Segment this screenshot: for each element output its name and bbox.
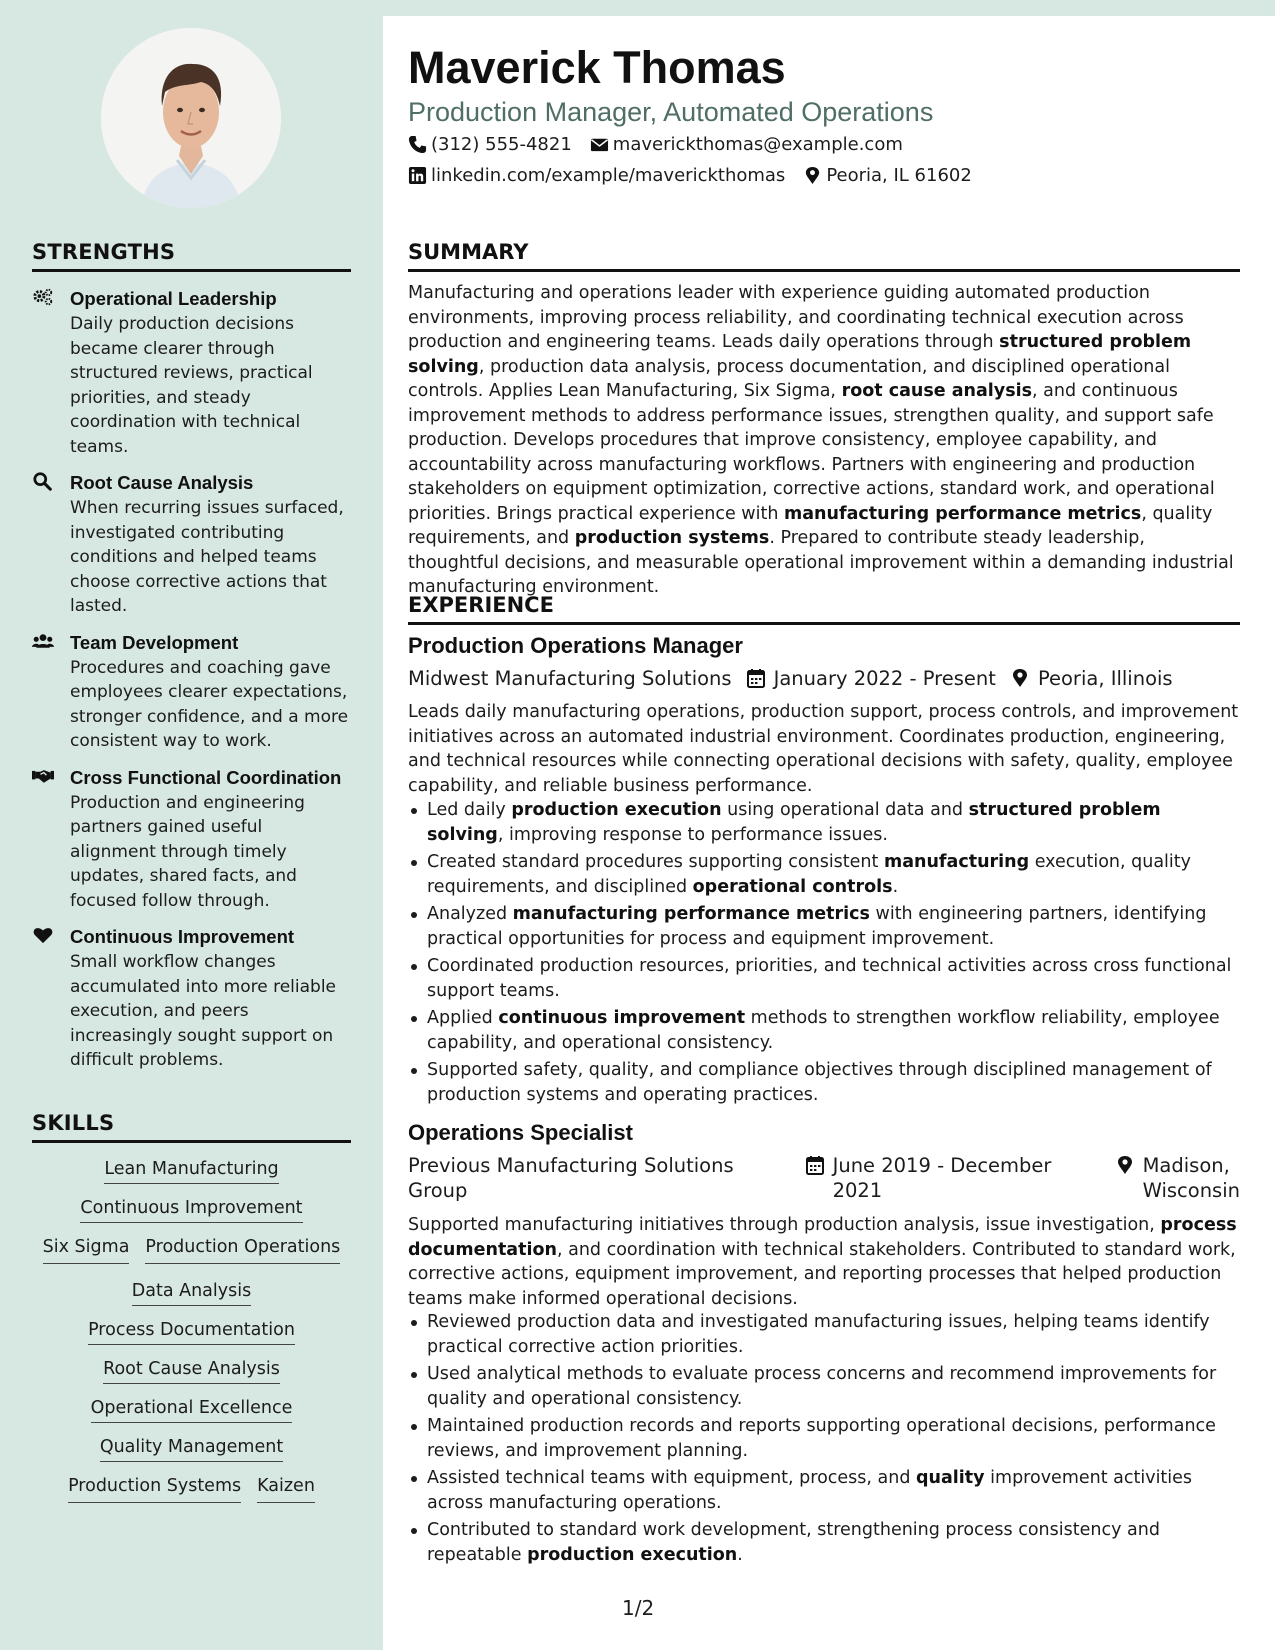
page-number: 1/2 <box>622 1596 655 1620</box>
job-title: Operations Specialist <box>408 1120 633 1145</box>
job-location: Peoria, Illinois <box>1037 667 1173 690</box>
list-item: Created standard procedures supporting consistent manufacturing execution, quality requirements, and disciplined operational controls. <box>408 850 1240 899</box>
strength-description: When recurring issues surfaced, investigated contributing conditions and helped teams choose corrective actions that lasted. <box>70 498 344 616</box>
map-pin-icon <box>1115 1155 1135 1175</box>
job-headline: Production Manager, Automated Operations <box>408 97 934 127</box>
strength-item <box>32 470 352 619</box>
skill-tag: Quality Management <box>100 1437 283 1462</box>
profile-photo <box>101 28 281 208</box>
phone-number: (312) 555-4821 <box>431 134 572 155</box>
strength-item <box>32 765 352 914</box>
job-meta <box>408 666 1240 691</box>
email-contact[interactable] <box>590 134 903 155</box>
company-name: Midwest Manufacturing Solutions <box>408 667 732 690</box>
skills-list <box>32 1157 351 1503</box>
skill-tag: Lean Manufacturing <box>104 1159 278 1184</box>
list-item: Maintained production records and reports supporting operational decisions, performance reviews, and improvement planning. <box>408 1414 1240 1463</box>
job-meta <box>408 1153 1240 1203</box>
strength-title: Operational Leadership <box>70 288 277 309</box>
handshake-icon <box>32 765 70 787</box>
strength-item <box>32 630 352 754</box>
envelope-icon <box>590 135 609 154</box>
skill-tag: Operational Excellence <box>91 1398 293 1423</box>
list-item: Assisted technical teams with equipment, process, and quality improvement activities across manufacturing operations. <box>408 1466 1240 1515</box>
map-pin-icon <box>1010 668 1030 688</box>
linkedin-contact[interactable] <box>408 165 785 186</box>
company-name: Previous Manufacturing Solutions Group <box>408 1154 734 1202</box>
candidate-name: Maverick Thomas <box>408 42 786 93</box>
calendar-icon <box>805 1155 825 1175</box>
linkedin-url: linkedin.com/example/maverickthomas <box>431 165 786 186</box>
skill-tag: Root Cause Analysis <box>103 1359 280 1384</box>
strength-title: Root Cause Analysis <box>70 472 254 493</box>
email-address: maverickthomas@example.com <box>612 134 903 155</box>
experience-heading: EXPERIENCE <box>408 593 1240 625</box>
list-item: Coordinated production resources, priorities, and technical activities across cross functional support teams. <box>408 954 1240 1003</box>
skill-tag: Kaizen <box>257 1474 315 1503</box>
gears-icon <box>32 286 70 308</box>
list-item: Analyzed manufacturing performance metrics with engineering partners, identifying practical opportunities for process and equipment improvement. <box>408 902 1240 951</box>
strength-description: Procedures and coaching gave employees clearer expectations, stronger confidence, and a more consistent way to work. <box>70 657 349 751</box>
job-dates: January 2022 - Present <box>773 667 996 690</box>
strength-title: Team Development <box>70 631 239 653</box>
map-pin-icon <box>803 166 822 185</box>
heart-icon <box>32 924 70 946</box>
list-item: Supported safety, quality, and compliance objectives through disciplined management of production systems and operating practices. <box>408 1058 1240 1107</box>
contact-row <box>408 165 990 186</box>
summary-heading: SUMMARY <box>408 240 1240 272</box>
strength-description: Production and engineering partners gained useful alignment through timely updates, shared facts, and focused follow through. <box>70 792 305 911</box>
strength-title: Cross Functional Coordination <box>70 766 342 788</box>
job-description: Leads daily manufacturing operations, production support, process controls, and improvement initiatives across an automated industrial environment. Coordinates production, engineering, and technical resources while connecting operational decisions with safety, quality, employee capability, and reliable business performance. <box>408 702 1239 796</box>
list-item: Contributed to standard work development, strengthening process consistency and repeatable production execution. <box>408 1518 1240 1567</box>
list-item: Used analytical methods to evaluate process concerns and recommend improvements for quality and operational consistency. <box>408 1362 1240 1411</box>
linkedin-icon <box>408 166 427 185</box>
skill-tag: Production Systems <box>68 1474 241 1503</box>
strength-item <box>32 286 352 459</box>
skill-tag: Six Sigma <box>43 1235 130 1264</box>
skills-heading: SKILLS <box>32 1111 351 1143</box>
skill-tag: Process Documentation <box>88 1320 295 1345</box>
contact-row <box>408 134 921 155</box>
job-dates: June 2019 - December 2021 <box>832 1154 1052 1202</box>
strength-description: Small workflow changes accumulated into more reliable execution, and peers increasingly sought support on difficult problems. <box>70 952 336 1070</box>
phone-icon <box>408 135 427 154</box>
location-text: Peoria, IL 61602 <box>826 165 972 186</box>
strength-title: Continuous Improvement <box>70 926 295 947</box>
job-bullets <box>408 1310 1240 1570</box>
search-icon <box>32 470 70 492</box>
strengths-heading: STRENGTHS <box>32 240 351 272</box>
strength-description: Daily production decisions became clearer through structured reviews, practical priorities, and steady coordination with technical teams. <box>70 314 313 457</box>
strength-item <box>32 924 352 1073</box>
calendar-icon <box>746 668 766 688</box>
list-item: Applied continuous improvement methods to strengthen workflow reliability, employee capability, and operational consistency. <box>408 1006 1240 1055</box>
skill-tag: Production Operations <box>145 1235 340 1264</box>
job-bullets <box>408 798 1240 1110</box>
strengths-list <box>32 286 352 1084</box>
phone-contact[interactable] <box>408 134 572 155</box>
skill-tag: Data Analysis <box>132 1281 251 1306</box>
list-item: Reviewed production data and investigated manufacturing issues, helping teams identify practical corrective action priorities. <box>408 1310 1240 1359</box>
header-band <box>383 0 1275 16</box>
job-location: Madison, Wisconsin <box>1142 1154 1240 1202</box>
job-title: Production Operations Manager <box>408 633 743 658</box>
users-icon <box>32 630 70 652</box>
job-description: Supported manufacturing initiatives through production analysis, issue investigation, process documentation, and coordination with technical stakeholders. Contributed to standard work, corrective actions, equipment improvement, and reporting processes that helped production teams make informed operational decisions. <box>408 1215 1237 1309</box>
summary-text: Manufacturing and operations leader with experience guiding automated production environments, improving process reliability, and coordinating technical execution across production and engineering teams. Leads daily operations through structured problem solving, production data analysis, process documentation, and disciplined operational controls. Applies Lean Manufacturing, Six Sigma, root cause analysis, and continuous improvement methods to address performance issues, strengthen quality, and support safe production. Develops procedures that improve consistency, employee capability, and accountability across manufacturing workflows. Partners with engineering and production stakeholders on equipment optimization, corrective actions, standard work, and operational priorities. Brings practical experience with manufacturing performance metrics, quality requirements, and production systems. Prepared to contribute steady leadership, thoughtful decisions, and measurable operational improvement within a demanding industrial manufacturing environment. <box>408 283 1234 597</box>
list-item: Led daily production execution using operational data and structured problem solving, improving response to performance issues. <box>408 798 1240 847</box>
skill-tag: Continuous Improvement <box>80 1198 302 1223</box>
location-contact <box>803 165 972 186</box>
